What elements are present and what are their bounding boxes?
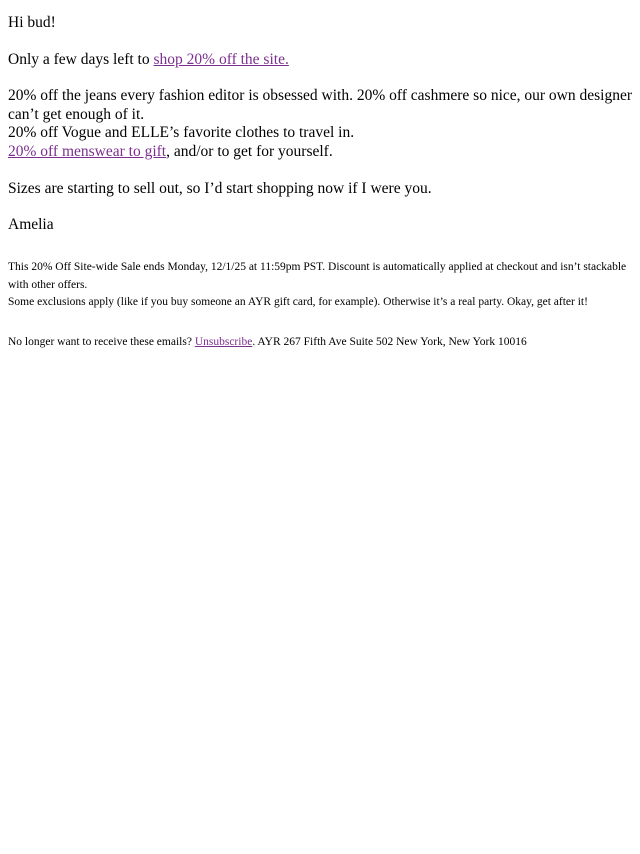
shop-sale-link[interactable]: shop 20% off the site. — [153, 50, 289, 68]
email-footer — [8, 334, 632, 352]
fineprint-block — [8, 259, 632, 312]
jeans-paragraph — [8, 87, 632, 124]
greeting-paragraph — [8, 14, 632, 33]
jeans-text: 20% off the jeans every fashion editor is obsessed with. 20% off cashmere so nice, our own designer can’t get enough of it. — [8, 87, 633, 123]
greeting-text: Hi bud! — [8, 14, 56, 31]
vogue-text: 20% off Vogue and ELLE’s favorite clothes to travel in. — [8, 124, 355, 142]
footer-address-text: . AYR 267 Fifth Ave Suite 502 New York, New York 10016 — [252, 336, 527, 349]
signature-text: Amelia — [8, 216, 54, 234]
sizes-paragraph — [8, 180, 632, 199]
fineprint-line-1: This 20% Off Site-wide Sale ends Monday, 12/1/25 at 11:59pm PST. Discount is automatically applied at checkout and isn’t stackable with other offers. — [8, 260, 627, 291]
vogue-paragraph — [8, 124, 632, 143]
fineprint-line-2: Some exclusions apply (like if you buy someone an AYR gift card, for example). Otherwise it’s a real party. Okay, get after it! — [8, 296, 588, 309]
sizes-text: Sizes are starting to sell out, so I’d start shopping now if I were you. — [8, 179, 432, 197]
email-body — [0, 0, 640, 352]
menswear-paragraph — [8, 143, 632, 162]
menswear-suffix-text: , and/or to get for yourself. — [166, 142, 333, 160]
signature-paragraph — [8, 216, 632, 235]
unsubscribe-link[interactable]: Unsubscribe — [194, 336, 253, 349]
menswear-link[interactable]: 20% off menswear to gift — [8, 142, 167, 160]
intro-paragraph — [8, 51, 632, 70]
intro-text: Only a few days left to — [8, 50, 154, 68]
footer-prefix-text: No longer want to receive these emails? — [8, 336, 195, 349]
